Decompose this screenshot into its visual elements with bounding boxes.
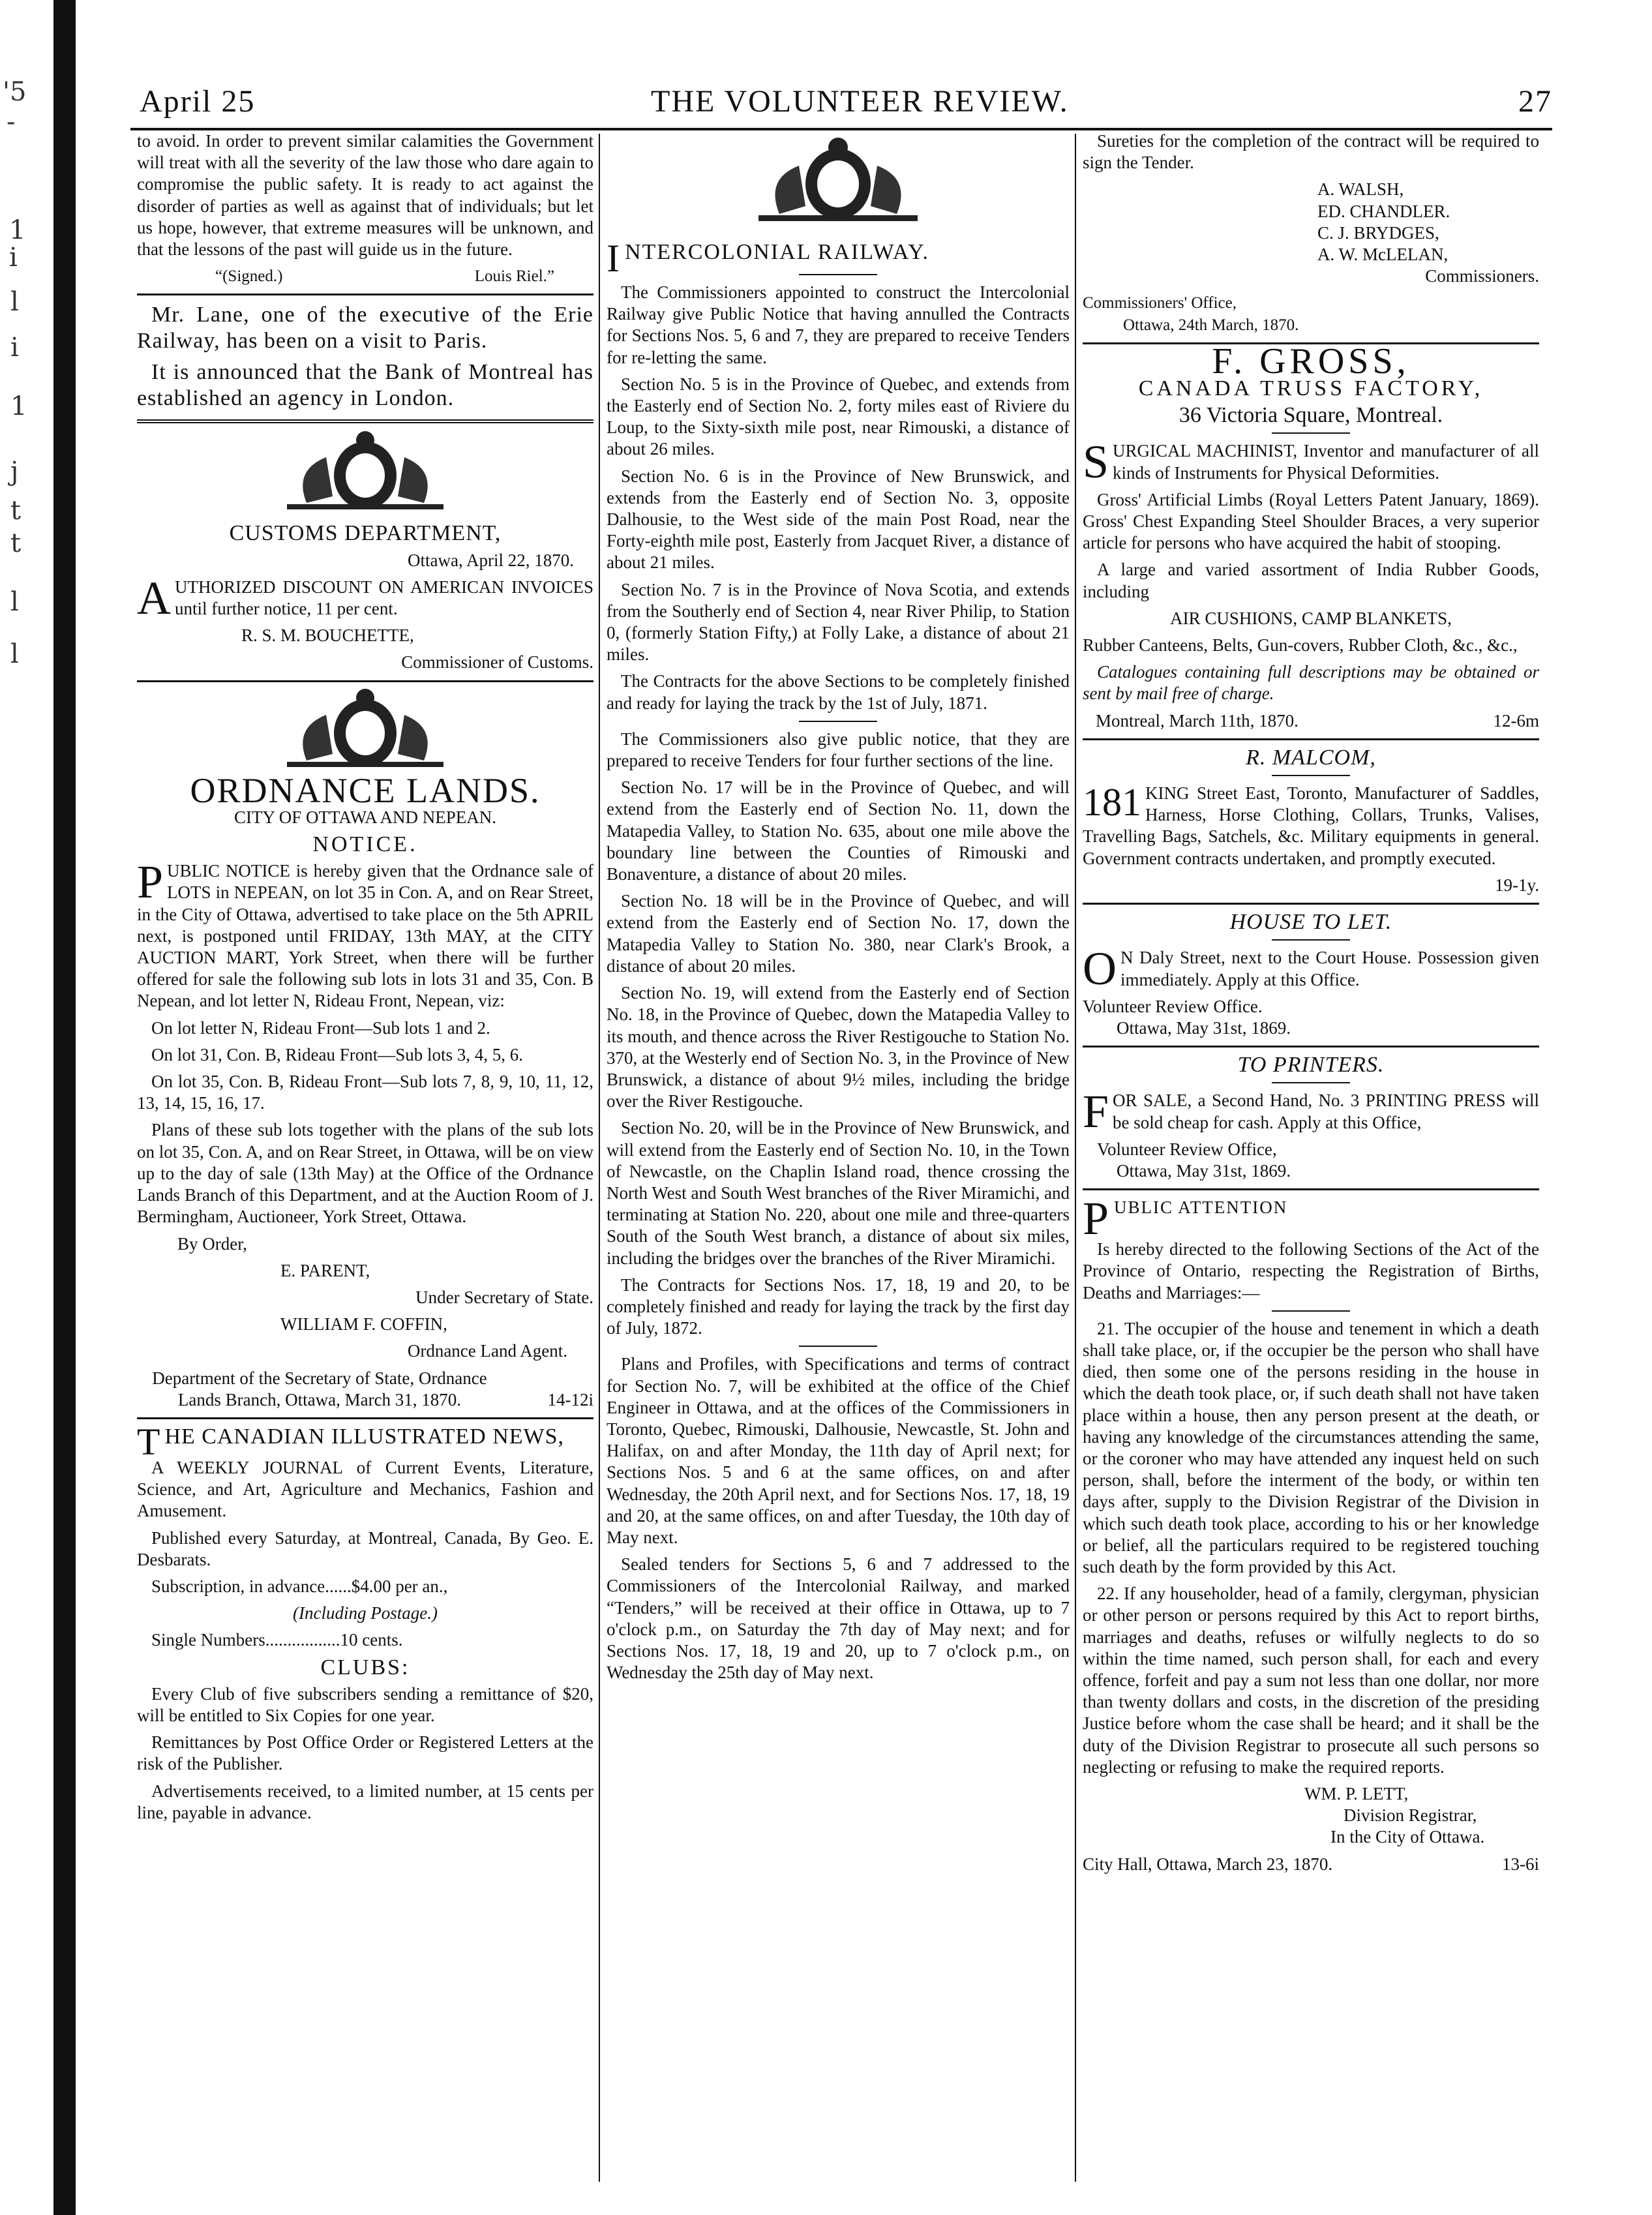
margin-mark: l [10,587,19,617]
margin-mark: i [9,243,18,273]
signer-name: WILLIAM F. COFFIN, [280,1314,447,1334]
margin-mark: '5 [3,77,27,107]
royal-arms-crest-icon [740,137,936,228]
printers-title: TO PRINTERS. [1237,1053,1385,1077]
newspaper-title: THE VOLUNTEER REVIEW. [651,84,1069,119]
divider [137,1417,593,1419]
customs-signer-title: Commissioner of Customs. [401,652,593,672]
divider [799,274,877,275]
lot-list-item: On lot 31, Con. B, Rideau Front—Sub lots 3, 4, 5, 6. [151,1044,524,1064]
lot-list-item: On lot letter N, Rideau Front—Sub lots 1 and 2. [151,1017,490,1038]
railway-paragraph: The Contracts for the above Sections to be completely finished and ready for laying the track by the 1st of July, 1871. [607,671,1070,713]
drop-cap: P [1083,1192,1111,1245]
commissioner-name: ED. CHANDLER. [1317,201,1450,221]
registrar-name: WM. P. LETT, [1304,1784,1409,1803]
attention-footer [1083,1854,1539,1875]
gross-footer [1083,710,1539,732]
railway-paragraph: Section No. 19, will extend from the Easterly end of Section No. 18, in the Province of Quebec, down the Matapedia Valley to its mouth, and thence across the River Restigouche to Station No. 370, at the Westerly end of Section No. 3, in the Province of New Brunswick, a distance of about 9½ miles, including the bridge over the River Restigouche. [607,983,1070,1111]
divider [1083,903,1539,905]
column-rule [1075,134,1076,2182]
attention-paragraph: 21. The occupier of the house and tenement in which a death shall take place, or, if the occupier be the person who shall have died, then some one of the persons residing in the house in which the death took place, or, if such death shall not have taken place within a house, then any person present at the death, or having any knowledge of the circumstances attending the same, or the coroner who may have attended any inquest held on such person, shall, before the interment of the body, or within ten days after, supply to the Division Registrar of the Division in which such death took place, according to his or her knowledge or belief, all the particulars required to be registered touching such death by the form provided by this Act. [1083,1318,1539,1576]
railway-paragraph: The Commissioners appointed to construct the Intercolonial Railway give Public Notice that having annulled the Contracts for Sections Nos. 5, 6 and 7, they are prepared to receive Tenders for re-letting the same. [607,282,1070,367]
gross-paragraph: Rubber Canteens, Belts, Gun-covers, Rubber Cloth, &c., &c., [1083,635,1518,655]
drop-cap: F [1083,1085,1109,1138]
news-description: A WEEKLY JOURNAL of Current Events, Literature, Science, and Art, Agriculture and Mechanics, Fashion and Amusement. [137,1457,593,1521]
scan-binding-edge [53,0,76,2215]
customs-signer: R. S. M. BOUCHETTE, [241,625,414,646]
advertising-rates: Advertisements received, to a limited number, at 15 cents per line, payable in advance. [137,1781,593,1822]
news-single-price: Single Numbers.................10 cents. [151,1630,403,1650]
notice-heading: NOTICE. [312,832,418,857]
drop-numeral: 181 [1083,781,1141,824]
gross-paragraph: URGICAL MACHINIST, Inventor and manufacturer of all kinds of Instruments for Physical Deformities. [1113,441,1539,483]
divider [137,680,593,682]
news-title: HE CANADIAN ILLUSTRATED NEWS, [164,1424,565,1449]
bank-note: It is announced that the Bank of Montreal has established an agency in London. [137,360,593,411]
attention-title: UBLIC ATTENTION [1114,1198,1288,1218]
lane-note: Mr. Lane, one of the executive of the Erie Railway, has been on a visit to Paris. [137,303,593,354]
house-title: HOUSE TO LET. [1229,910,1392,935]
attention-paragraph: 22. If any householder, head of a family, clergyman, physician or other person or persons required by this Act to report births, marriages and deaths, refuses or wilfully neglects to do so within the time named, such person shall, for each and every offence, forfeit and pay a sum not less than one dollar, nor more than twenty dollars and costs, in the discretion of the presiding Justice before whom the case shall be heard; and it shall be the duty of the Division Registrar to prosecute all such persons so neglecting or refusing to make the required reports. [1083,1584,1539,1777]
clubs-terms: Every Club of five subscribers sending a remittance of $20, will be entitled to Six Copies for one year. [137,1683,593,1725]
printers-office: Volunteer Review Office, [1097,1139,1277,1159]
railway-paragraph: Section No. 17 will be in the Province of Quebec, and will extend from the Easterly end of Section No. 11, down the Matapedia Valley, to Station No. 635, about one mile above the boundary line between the Counties of Rimouski and Bonaventure, a distance of about 20 miles. [607,777,1070,884]
signer-name: E. PARENT, [280,1260,370,1280]
news-subscription: Subscription, in advance......$4.00 per an., [151,1576,448,1596]
gross-name: F. GROSS, [1212,340,1410,382]
margin-mark: 1 [9,215,26,245]
riel-signature [137,265,593,287]
registrar-title: Division Registrar, [1344,1805,1477,1826]
column-3 [1083,130,1539,1875]
malcom-description: KING Street East, Toronto, Manufacturer of Saddles, Harness, Horse Clothing, Collars, Trunks, Valises, Travelling Bags, Satchels, &c. Military equipments in general. Government contracts undertaken, and promptly executed. [1083,783,1539,868]
railway-paragraph: Plans and Profiles, with Specifications and terms of contract for Section No. 7, will be exhibited at the office of the Chief Engineer in Ottawa, and at the offices of the Commissioners in Toronto, Quebec, Rimouski, Dalhousie, Newcastle, St. John and Halifax, on and after Monday, the 11th day of April next; for Sections Nos. 5 and 6 at the same offices, on and after Wednesday, the 20th April next, and for Sections Nos. 17, 18, 19 and 20, at the same offices, on and after Tuesday, the 10th day of May next. [607,1354,1070,1547]
gross-factory: CANADA TRUSS FACTORY, [1138,376,1484,401]
divider [1272,432,1350,434]
signer-name: Louis Riel.” [474,267,554,286]
issue-date: April 25 [140,84,256,119]
commissioners-office: Commissioners' Office, [1083,294,1237,312]
ordnance-title: ORDNANCE LANDS. [190,770,541,810]
railway-paragraph: Section No. 20, will be in the Province of New Brunswick, and will extend from the Easterly end of Section No. 10, in the Town of Newcastle, on the Chaplin Island road, thence crossing the North West and South West branches of the River Miramichi, and terminating at Station No. 220, about one mile and three-quarters South of the South West branch, a distance of about six miles, including the bridges over the branches of the River Miramichi. [607,1118,1070,1268]
divider [1272,1310,1350,1312]
drop-cap: I [607,237,621,280]
railway-paragraph: Section No. 6 is in the Province of New Brunswick, and extends from the Easterly end of Section No. 3, opposite Dalhousie, to the West side of the main Post Road, near the Forty-eighth mile post, Easterly from Jacquet River, a distance of about 21 miles. [607,466,1070,573]
printers-date: Ottawa, May 31st, 1869. [1117,1160,1291,1181]
registrar-title: In the City of Ottawa. [1330,1827,1485,1847]
gross-address: 36 Victoria Square, Montreal. [1179,403,1443,428]
royal-arms-crest-icon [267,431,463,516]
clubs-heading: CLUBS: [320,1655,410,1680]
malcom-name: R. MALCOM, [1246,745,1376,770]
margin-mark: t [10,496,22,526]
drop-cap: S [1083,436,1109,489]
railway-paragraph: Section No. 7 is in the Province of Nova Scotia, and extends from the Southerly end of Section 4, near River Philip, to Station 0, (formerly Station Fifty,) at Folly Lake, a distance of about 21 miles. [607,579,1070,665]
divider [799,721,877,722]
commissioner-name: A. WALSH, [1317,179,1404,200]
divider [1272,1082,1350,1083]
margin-mark: l [10,639,19,669]
commissioners-date: Ottawa, 24th March, 1870. [1123,316,1299,334]
lot-list-item: On lot 35, Con. B, Rideau Front—Sub lots 7, 8, 9, 10, 11, 12, 13, 14, 15, 16, 17. [137,1072,593,1113]
gross-paragraph: A large and varied assortment of India Rubber Goods, including [1083,560,1539,601]
margin-mark: t [10,528,22,558]
signer-title: Under Secretary of State. [415,1287,593,1307]
customs-notice: UTHORIZED DISCOUNT ON AMERICAN INVOICES until further notice, 11 per cent. [175,577,593,619]
divider [1083,1046,1539,1047]
railway-paragraph: The Contracts for Sections Nos. 17, 18, 19 and 20, to be completely finished and ready for laying the track by the first day of July, 1872. [607,1274,1070,1338]
column-2 [607,130,1070,1689]
attention-paragraph: Is hereby directed to the following Sections of the Act of the Province of Ontario, respecting the Registration of Births, Deaths and Marriages:— [1083,1239,1539,1303]
ordnance-footer [137,1368,593,1411]
royal-arms-crest-icon [267,689,463,774]
drop-cap: P [137,856,164,909]
margin-mark: l [10,287,19,317]
divider [1083,738,1539,740]
customs-dateline: Ottawa, April 22, 1870. [408,550,574,570]
commissioner-name: A. W. McLELAN, [1317,245,1449,265]
ad-code: 19-1y. [1495,875,1539,895]
ad-code: 12-6m [1493,710,1539,731]
drop-cap: T [137,1420,161,1463]
news-postage: (Including Postage.) [293,1603,438,1623]
printers-description: OR SALE, a Second Hand, No. 3 PRINTING PRESS will be sold cheap for cash. Apply at this Office, [1113,1091,1539,1132]
divider [1083,1188,1539,1190]
news-published: Published every Saturday, at Montreal, Canada, By Geo. E. Desbarats. [137,1528,593,1569]
column-rule [599,134,600,2182]
commissioner-name: C. J. BRYDGES, [1317,222,1439,243]
margin-mark: 1 [10,391,27,421]
margin-mark: - [7,107,16,137]
gross-catalogue-note: Catalogues containing full descriptions may be obtained or sent by mail free of charge. [1083,662,1539,704]
railway-paragraph: Sealed tenders for Sections 5, 6 and 7 addressed to the Commissioners of the Intercolonial Railway, and marked “Tenders,” will be received at their office in Ottawa, up to 7 o'clock p.m., on Saturday the 7th day of May next; and for Sections Nos. 17, 18, 19 and 20, up to 7 o'clock p.m., on Wednesday the 25th day of May next. [607,1554,1070,1683]
gross-products: AIR CUSHIONS, CAMP BLANKETS, [1170,608,1452,628]
commissioners-title: Commissioners. [1425,266,1539,286]
gross-date: Montreal, March 11th, 1870. [1096,710,1299,731]
attention-date: City Hall, Ottawa, March 23, 1870. [1083,1854,1333,1874]
page-header [130,83,1552,123]
railway-title: NTERCOLONIAL RAILWAY. [624,240,929,264]
railway-paragraph: The Commissioners also give public notice, that they are prepared to receive Tenders for four further sections of the line. [607,729,1070,771]
ad-code: 14-12i [547,1389,593,1409]
railway-paragraph: Section No. 5 is in the Province of Quebec, and extends from the Easterly end of Section No. 2, forty miles east of Riviere du Loup, to the Sixty-sixth mile post, near Rimouski, a distance of about 26 miles. [607,374,1070,459]
signed-label: “(Signed.) [215,267,283,286]
ordnance-subtitle: CITY OF OTTAWA AND NEPEAN. [234,807,496,827]
by-order: By Order, [177,1233,247,1254]
railway-paragraph: Section No. 18 will be in the Province of Quebec, and will extend from the Easterly end of Section No. 17, down the Matapedia Valley to Station No. 380, near Clark's Brook, a distance of about 20 miles. [607,891,1070,976]
remittance-note: Remittances by Post Office Order or Registered Letters at the risk of the Publisher. [137,1732,593,1774]
ad-code: 13-6i [1502,1854,1539,1874]
divider [137,294,593,295]
divider [137,419,593,423]
column-1 [137,130,593,1829]
ordnance-notice-body: UBLIC NOTICE is hereby given that the Ordnance sale of LOTS in NEPEAN, on lot 35 in Con. A, and on Rear Street, in the City of Ottawa, advertised to take place on the 5th APRIL next, is postponed until FRIDAY, 13th MAY, at the CITY AUCTION MART, York Street, when there will be further offered for sale the following sub lots in lots 31 and 35, Con. B Nepean, and lot letter N, Rideau Front, Nepean, viz: [137,861,593,1011]
page-number: 27 [1518,84,1552,119]
signer-title: Ordnance Land Agent. [407,1341,567,1361]
riel-proclamation-end: to avoid. In order to prevent similar calamities the Government will treat with all the severity of the law those who dare again to compromise the public safety. It is ready to act against the disorder of parties as well as against that of individuals; but let us hope, however, that extreme measures will be unknown, and that the lessons of the past will guide us in the future. [137,131,593,260]
divider [1272,939,1350,941]
house-date: Ottawa, May 31st, 1869. [1117,1017,1291,1038]
divider [1272,775,1350,776]
department-address: Department of the Secretary of State, Ordnance Lands Branch, Ottawa, March 31, 1870. [152,1368,487,1409]
drop-cap: O [1083,942,1117,995]
house-description: N Daly Street, next to the Court House. Possession given immediately. Apply at this Office. [1120,948,1539,989]
divider [799,1346,877,1347]
ordnance-plans-note: Plans of these sub lots together with the plans of the sub lots on lot 35, Con. A, and on Rear Street, in Ottawa, will be on view up to the day of sale (13th May) at the Office of the Ordnance Lands Branch of this Department, and at the Auction Room of J. Bermingham, Auctioneer, York Street, Ottawa. [137,1120,593,1227]
house-office: Volunteer Review Office. [1083,996,1263,1016]
gross-paragraph: Gross' Artificial Limbs (Royal Letters Patent January, 1869). Gross' Chest Expanding Steel Shoulder Braces, a very superior article for persons who have acquired the habit of stooping. [1083,489,1539,553]
drop-cap: A [137,571,171,624]
sureties-note: Sureties for the completion of the contract will be required to sign the Tender. [1083,131,1539,173]
margin-mark: j [10,457,19,487]
margin-mark: i [10,333,19,363]
customs-title: CUSTOMS DEPARTMENT, [229,521,502,546]
